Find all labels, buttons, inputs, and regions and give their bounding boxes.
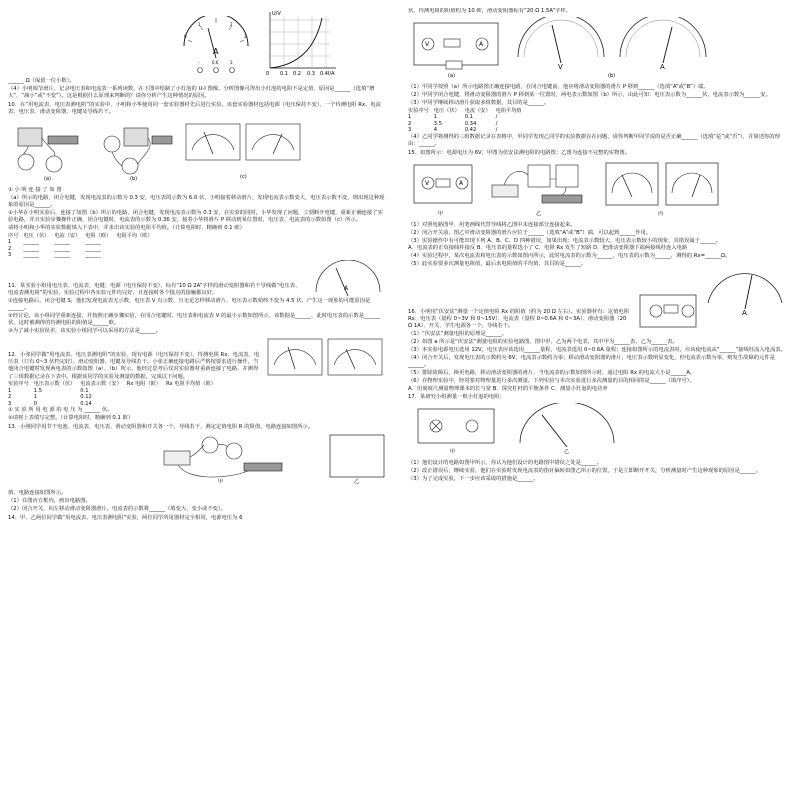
question-14: 14．甲、乙两位同学做“用电流表、电压表测电阻”实验，两位同学所用器材完全相同，电源电压为 6 (8, 514, 243, 521)
question-10-2: （a）所示的电路，闭合电键，发现电流表的示数为 0.3 安，电压表的示数为 6.0 伏，小明接着移动滑片，发现电流表示数变大，电压表示数不变，则出现这种现象的原因是______。 (8, 194, 385, 208)
drawing-box-yi (328, 433, 386, 488)
question-17-figures (408, 403, 786, 458)
question-12-1: ① 实 验 所 用 电 源 的 电 压 为 ______ 伏。 (8, 407, 113, 414)
top-figures (8, 8, 386, 78)
question-17-3: （3）为了完成实验，下一步应该采取的措施是______。 (408, 476, 539, 483)
svg-text:V: V (425, 41, 430, 49)
question-11-block (8, 260, 386, 298)
question-15-figures (408, 159, 786, 220)
svg-text:3: 3 (230, 60, 233, 65)
table-question-14 (408, 108, 527, 134)
question-17: 17．某研究小组测量一根小灯泡的电阻： (408, 394, 505, 401)
question-13-c: （2）闭合开关，向左移动滑动变阻器滑片，电流表的示数将______（填变大、变小或不变）。 (8, 505, 226, 512)
question-11-1: ①连接电路后，闭合电键 S，他们发现电流表无示数，电压表 V 有示数，且无论怎样移动滑片，电压表示数始终不变为 4.5 伏，产生这一现象的可能原因是______。 (8, 297, 371, 311)
question-11-meter (310, 260, 386, 298)
question-16-options: A．用刻度尺测量物理课本的长与宽 B．探究杠杆的平衡条件 C．测量小灯泡的电功率 (408, 385, 608, 392)
svg-text:(b): (b) (608, 73, 616, 80)
table-row: 1 1.5 0.1 (8, 387, 89, 394)
svg-text:0: 0 (266, 71, 270, 77)
table-row: 3 4 0.42 / (408, 127, 498, 134)
svg-text:甲: 甲 (438, 210, 444, 217)
question-14-4: （4）乙同学将测得的三组数据记录在表格中，甲同学发现乙同学的实验数据存在问题，请你判断甲同学说的是否正确______（选填“是”或“否”），并简述你的理由：______。 (408, 133, 780, 147)
question-10: 10．在“用电流表、电压表测电阻”的实验中，小明和小华使用同一套实验器材先后进行实验。该套实验器材包括电源（电压保持不变）、一个待测电阻 Rx、电流表、电压表、滑动变阻器、电键及导线若干。 (8, 101, 381, 115)
question-17-2: （2）改正错误后，继续实验，他们在实验时发现电流表的指针偏转如图乙所示的位置，于是立即断开开关，分析测量时产生这种现象的原因是______。 (408, 468, 761, 475)
answer-line: ______ Ω（保留一位小数）。 (8, 78, 75, 84)
circuit-jia-figure (408, 159, 478, 220)
question-10-3: ②小华在小明实验后，连接了如图（b）所示的电路，闭合电键，发现电流表示数为 0.3 安，在实验的同时，小华发现了问题，立刻断开电键，重新正确连接了实验电路，并且实验步骤操作正确，闭合电键时，电流表的示数为 0.36 安，接着小华将滑片 P 移动到某位置时，电压表、电流表的示数如图（c）所示。 (8, 209, 383, 223)
table-row: 2 ______ ______ ______ (8, 245, 101, 252)
table-question-10 (8, 233, 158, 259)
svg-text:甲: 甲 (450, 449, 456, 456)
question-16-figures (636, 269, 786, 331)
right-column (408, 8, 786, 788)
table-row: 1 1 0.1 / (408, 114, 498, 121)
question-12: 12．小张同学做“用电流表、电压表测电阻”的实验，现有电源（电压保持不变）、待测电阻 Rx、电流表、电压表（只有 0~3 伏档完好）、滑动变阻器、电键及导线若干。小张正确连接电路后严格按要求进行操作，当他闭合电键时发现两电表的示数如图（a）、（b）所示，他经过思考后仅对实验器材重新连接了电路，并测得了三组数据记录在下表中。根据该同学的实验及测量的数据，完成以下问题。 (8, 352, 260, 380)
table-row: 2 3.5 0.34 / (408, 120, 498, 127)
svg-text:U/V: U/V (272, 11, 281, 17)
question-10-figures (8, 118, 386, 185)
question-15-options: A．电流表的正负接线柱接反 B．电压表的量程选小了 C．电阻 Rx 发生了短路 D．把滑动变阻器下端两接线柱连入电路 (408, 245, 688, 252)
question-13-b: （1）在图丙方框内，画出电路图。 (8, 498, 91, 505)
svg-text:A: A (213, 47, 219, 56)
question-16-2: （2）如图 a 所示是“伏安法”测量电阻的实验电路图，图中甲、乙为两个电表，其中甲为______表，乙为______表。 (408, 338, 678, 345)
left-column (8, 8, 386, 788)
question-14-cont: 伏，待测电阻的阻值约为 10 欧，滑动变阻器标有“20 Ω 1.5A”字样。 (408, 8, 571, 14)
question-16-6: （6）在物理实验中，经常要对物理量进行多次测量，下列实验与本次实验进行多次测量的目的相同的是______（填序号）。 (408, 377, 695, 384)
svg-text:1: 1 (198, 22, 201, 27)
ammeter-figure (178, 16, 254, 78)
svg-text:乙: 乙 (354, 479, 360, 486)
svg-text:-: - (198, 60, 200, 65)
svg-text:A: A (742, 309, 747, 318)
question-12-2: ②请将上表填写完整。（计算电阻时，精确到 0.1 欧） (8, 415, 134, 422)
table-row: 3 0 0.14 (8, 400, 92, 407)
question-12-block (8, 335, 386, 381)
question-13: 13．小刚同学用节干电池、电流表、电压表、滑动变阻器和开关各一个，导线若干，测定定值电阻 R 的阻值，电路连接如图所示。 (8, 423, 314, 430)
question-10-4: 请将小明和小华的实验数据填入下表中，并求出该实验的电阻平均值。（计算电阻时，精确到 0.1 欧） (8, 224, 245, 231)
question-11-3: ③为了减小实验误差，该实验小组同学可以采用的方法是______。 (8, 327, 162, 334)
question-16: 16．小明用“伏安法”测量一个定值电阻 Rx 的阻值（约为 20 Ω 左右）。实验器材有：定值电阻 Rx、电压表（量程 0~3V 和 0~15V）、电流表（量程 0~0.6A 和 0~3A）、滑动变阻器（20 Ω 1A）、开关、学生电源各一个，导线若干。 (408, 309, 629, 330)
circuit-yi-figure (486, 159, 596, 220)
table-row: 1 ______ ______ ______ (8, 239, 101, 246)
svg-text:(a): (a) (448, 73, 455, 80)
question-16-block (408, 269, 786, 331)
question-15-3: （3）实验操作中有可能出现下列 A、B、C、D 四种错误，如果出现：电流表示数较大，电压表示数较小的现象，其错误属于______。 (408, 237, 722, 244)
svg-text:0.3: 0.3 (307, 71, 315, 77)
table-header: 实验序号 电压（伏） 电流（安） 电阻平均值 (408, 107, 522, 114)
table-question-12 (8, 381, 221, 407)
circuit-a-figure (8, 118, 88, 185)
question-15-4: （4）实验过程中，某次电流表和电压表的示数如图丙所示，此时电流表的示数为______，电压表的示数为______，测得的 Rx=______Ω。 (408, 253, 731, 260)
question-11-2: ②经讨论，该小组同学重新连接，并按照正确步骤实验，在闭合电键时，电压表和电流表 V 的最小示数如图所示，该数据是______，此时电压表的示数是______伏，这时被测得的待测电阻的阻值是______欧。 (8, 312, 380, 326)
question-12-meters (266, 335, 386, 381)
question-15-1: （1）对照电路图甲，用笔画线代替导线将乙图中未连接部分连接起来。 (408, 221, 576, 228)
question-15-2: （2）闭合开关前，图乙中滑动变阻器的滑片应位于______（选填“A”或“B”）端，可以起到______作用。 (408, 229, 652, 236)
question-13-a: 值，电路连接如图所示。 (8, 490, 67, 497)
svg-text:乙: 乙 (564, 449, 570, 456)
circuit-jia-figure (408, 403, 504, 458)
meters-bing-figure (604, 159, 720, 220)
question-16-3: （3）本实验电源电压选用 12V，电压表应该选用______量程，电流表选用 0~0.6A 量程；连接如图所示的电流表时，应该使电流从“______”接线柱流入电流表。 (408, 346, 786, 353)
meter-yi-figure (512, 403, 622, 458)
svg-text:0.4: 0.4 (320, 71, 328, 77)
table-row: 3 ______ ______ ______ (8, 252, 101, 259)
question-16-4: （4）闭合开关后，发现电压表的示数约为 6V，电流表示数约为零；移动滑动变阻器的滑片，电压表示数明显变化，但电流表示数为零，则发生故障的元件是______。 (408, 354, 775, 368)
question-16-1: （1）“伏安法”测量电阻的原理是______。 (408, 331, 507, 338)
meters-c-figure (184, 118, 304, 185)
svg-text:3: 3 (244, 34, 247, 39)
svg-text:I/A: I/A (328, 71, 335, 77)
circuit-b-figure (96, 118, 176, 185)
svg-text:甲: 甲 (218, 479, 224, 486)
question-14-figures (408, 17, 786, 82)
question-17-1: （1）他们设计的电路如图甲所示，你认为他们设计的电路图中错误之处是______。 (408, 460, 603, 467)
question-10-1: ① 小 明 连 接 了 如 图 (8, 186, 62, 193)
table-row: 2 1 0.12 (8, 394, 92, 401)
question-13-figures (8, 433, 386, 488)
svg-text:(b): (b) (130, 175, 138, 182)
question-9-4: （4）小明调节滑片，记录电压表和电流表一系列读数，在下图中绘制了小灯泡的 U-I 图像。分析图像可得出小灯泡的电阻不是定值，原因是______（选填“增大”、“减小”或“不变”）。这是根据什么原理来判断的？请你分析产生这种情况的原因。 (8, 85, 375, 99)
question-11: 11．某实验小组用电压表、电流表、电键、电源（电压保持不变）、标有“10 Ω 2A”字样的滑动变阻器和若干导线做“电压表、电流表测电阻”的实验，实验过程中各实验元件均完好，且连接时各个接点的接触都良好。 (8, 282, 301, 296)
circuit-a-figure (408, 17, 504, 82)
question-15: 15．如图所示：电源电压为 6V，甲图为伏安法测电阻的电路图；乙图为连接不完整的实物图。 (408, 149, 630, 156)
svg-text:0.1: 0.1 (280, 71, 288, 77)
svg-text:乙: 乙 (536, 210, 542, 217)
question-15-5: （5）此实验要多次测量电阻值，最后求电阻值的平均值，其目的是______。 (408, 261, 587, 268)
question-16-5: （5）排除故障后，换更电路，移动滑动变阻器的滑片，当电流表的示数如图所示时，通过电阻 Rx 的电流大小是______A。 (408, 369, 696, 376)
svg-text:(a): (a) (44, 175, 51, 182)
svg-text:A: A (479, 41, 484, 49)
svg-text:丙: 丙 (658, 210, 664, 217)
meters-b-figure (512, 17, 712, 82)
question-14-1: （1）甲同学按照（a）所示电路图正确连接电路，在闭合电键前，他应将滑动变阻器的滑片 P 移到______（选填“A”或“B”）端。 (408, 84, 709, 91)
u-i-graph (260, 8, 340, 78)
table-header: 实验序号 电压表示数（伏） 电流表示数（安） Rx 电阻（欧） Rx 电阻平均值（欧） (8, 381, 216, 388)
svg-text:0.6: 0.6 (212, 60, 219, 65)
svg-text:0.2: 0.2 (293, 71, 301, 77)
svg-text:(c): (c) (240, 173, 247, 180)
svg-text:A: A (459, 179, 464, 187)
svg-text:A: A (344, 284, 349, 292)
svg-text:V: V (558, 63, 563, 72)
table-header: 序号 电压（伏） 电流（安） 电阻（欧） 电阻平均（欧） (8, 232, 153, 239)
svg-text:V: V (425, 179, 430, 187)
svg-text:2: 2 (230, 22, 233, 27)
svg-text:0: 0 (184, 34, 187, 39)
question-14-2: （2）甲同学闭合电键，将滑动变阻器的滑片 P 移到某一位置时，两电表示数如图（b）所示，由此可知：电压表示数为______伏，电流表示数为______安。 (408, 92, 771, 99)
circuit-jia-figure (158, 433, 288, 488)
question-14-3: （3）甲同学继续移动滑片获取多组数据，其目的是______。 (408, 99, 550, 106)
svg-text:A: A (660, 63, 665, 72)
